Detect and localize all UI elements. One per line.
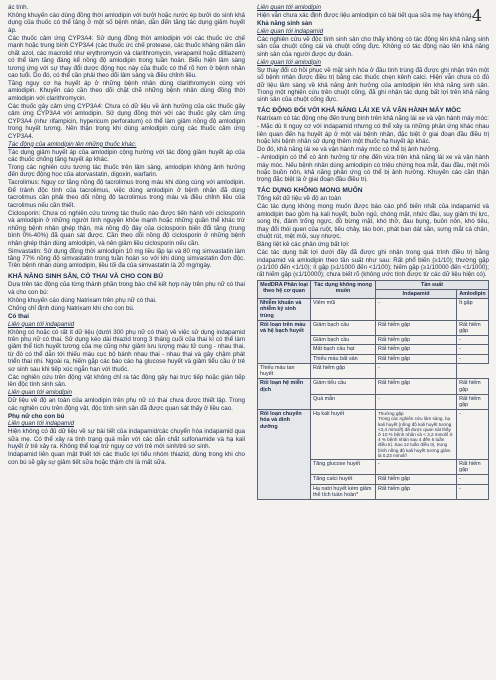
right-column [257, 4, 489, 500]
paragraph: Do đó, khả năng lái xe và vận hành máy móc có thể bị ảnh hưởng. [257, 146, 440, 154]
amlodipin-cell: Rất hiếm gặp [457, 459, 489, 474]
paragraph: Tăng nguy cơ hạ huyết áp ở những bệnh nhân dùng clarithromycin cùng với amlodipin. Khuyến cáo cần theo dõi chặt chẽ những bệnh nhân dùng đồng thời amlodipin với clarithromycin. [8, 80, 245, 102]
effect-cell: Thiếu máu tan huyết [258, 363, 311, 378]
effect-cell: Viêm mũi [311, 299, 376, 321]
paragraph: Trong các nghiên cứu tương tác thuốc trên lâm sàng, amlodipin không ảnh hưởng đến dược động học của atorvastatin, digoxin, warfarin. [8, 164, 245, 179]
effect-cell: Hạ kali huyết [311, 410, 376, 460]
paragraph: Tổng kết dữ liệu về độ an toàn [257, 195, 341, 203]
paragraph: Liên quan tới amlodipin [257, 58, 321, 66]
soc-cell: Rối loạn trên máu và hệ bạch huyết [258, 320, 311, 363]
paragraph: Khả năng sinh sản [257, 19, 313, 27]
table-row [258, 299, 489, 321]
paragraph: Natrixam có tác động nhẹ đến trung bình trên khả năng lái xe và vận hành máy móc: [257, 115, 489, 123]
effect-cell: Tăng glucose huyết [311, 459, 376, 474]
paragraph: Liên quan tới indapamid [8, 320, 75, 328]
header-indapamid: Indapamid [376, 290, 457, 299]
amlodipin-cell: - [457, 410, 489, 460]
paragraph: Các thuốc cảm ứng CYP3A4: Sử dụng đồng thời amlodipin với các thuốc ức chế mạnh hoặc trung bình CYP3A4 (các thuốc ức chế protease, các thuốc kháng nấm dẫn chất azol, các macrolid như erythromycin và clarithromycin, verapamil hoặc diltiazem) có thể làm tăng đáng kể nồng độ amlodipin trong tuần hoàn. Biểu hiện lâm sàng tương ứng với sự thay đổi dược động học này của thuốc có thể rõ hơn ở bệnh nhân cao tuổi. Do đó, có thể cần phải theo dõi lâm sàng và điều chỉnh liều. [8, 34, 245, 80]
paragraph: Liên quan tới amlodipin [257, 4, 321, 11]
paragraph: Các nghiên cứu trên động vật không chỉ ra tác động gây hại trực tiếp hoặc gián tiếp lên độc tính sinh sản. [8, 373, 245, 389]
paragraph: Liên quan tới indapamid [8, 420, 75, 428]
paragraph: Tác dụng giảm huyết áp của amlodipin cộng hưởng với tác động giảm huyết áp của các thuốc chống tăng huyết áp khác. [8, 148, 245, 164]
paragraph: Indapamid liên quan mật thiết tới các thuốc lợi tiểu nhóm thiazid, dùng trong khi cho con bú sẽ gây sự giảm tiết sữa hoặc thậm chí là mất sữa. [8, 451, 245, 466]
effect-cell: Giảm bạch cầu [311, 336, 376, 345]
indapamid-cell: Rất hiếm gặp [311, 363, 376, 378]
indapamid-cell: Rất hiếm gặp [376, 475, 457, 484]
paragraph: Liên quan tới amlodipin [8, 389, 72, 397]
paragraph: Bảng liệt kê các phản ứng bất lợi: [257, 241, 350, 249]
paragraph: Liên quan tới indapamid [257, 27, 324, 35]
paragraph: - Amlodipin có thể có ảnh hưởng từ nhẹ đến vừa trên khả năng lái xe và vận hành máy móc. Nếu bệnh nhân dùng amlodipin có triệu chứng hoa mắt, đau đầu, mệt mỏi hoặc buồn nôn, khả năng phản ứng có thể bị ảnh hưởng. Khuyến cáo cần thận trọng đặc biệt là ở giai đoạn đầu điều trị. [257, 154, 489, 184]
effect-cell: Giảm bạch cầu [311, 320, 376, 335]
table-row [258, 320, 489, 335]
paragraph: Simvastatin: Sử dụng đồng thời amlodipin 10 mg liều lặp lại và 80 mg simvastatin làm tăng 77% nồng độ simvastatin trong tuần hoàn so với khi dùng simvastatin đơn độc. Trên bệnh nhân dùng amlodipin, liều tối đa của simvastatin là 20 mg/ngày. [8, 247, 245, 270]
header-soc: MedDRA Phân loại theo hệ cơ quan [258, 280, 311, 298]
soc-cell: Rối loạn chuyển hóa và dinh dưỡng [258, 410, 311, 500]
header-amlodipin: Amlodipin [457, 290, 489, 299]
paragraph: Các tác dụng không mong muốn được báo cáo phổ biến nhất của indapamid và amlodipin bao gồm hạ kali huyết, buồn ngủ, chóng mặt, nhức đầu, suy giảm thị lực, song thị, đánh trống ngực, đỏ bừng mặt, khó thở, đau bụng, buồn nôn, khó tiêu, thay đổi thói quen của ruột, tiêu chảy, táo bón, phát ban dát sần, sưng mắt cá chân, chuột rút, mệt mỏi, suy nhược. [257, 203, 489, 241]
indapamid-cell: - [376, 299, 457, 321]
indapamid-cell: - [376, 394, 457, 409]
effect-cell: Hạ natri huyết kèm giảm thể tích tuần hoàn* [311, 484, 376, 499]
soc-cell: Rối loạn hệ miễn dịch [258, 379, 311, 410]
amlodipin-cell: - [457, 484, 489, 499]
paragraph: Hiện vẫn chưa xác định được liệu amlodipin có bài tiết qua sữa mẹ hay không. [257, 11, 473, 19]
indapamid-cell: Rất hiếm gặp [376, 320, 457, 335]
table-row [258, 410, 489, 460]
paragraph: TÁC DỤNG KHÔNG MONG MUỐN [257, 186, 363, 194]
effect-cell: Quá mẫn [311, 394, 376, 409]
header-effects: Tác dụng không mong muốn [311, 280, 376, 298]
paragraph: Tác động của amlodipin lên những thuốc khác: [8, 140, 137, 148]
amlodipin-cell: Ít gặp [457, 299, 489, 321]
amlodipin-cell: - [457, 345, 489, 354]
header-frequency: Tần suất [376, 280, 489, 289]
paragraph: Các thuốc gây cảm ứng CYP3A4: Chưa có dữ liệu về ảnh hưởng của các thuốc gây cảm ứng CYP3A4 với amlodipin. Sử dụng đồng thời với các thuốc gây cảm ứng CYP3A4 (như rifampicin, hypericum perforatum) có thể làm giảm nồng độ amlodipin trong huyết tương. Nên thận trọng khi dùng amlodipin cùng các thuốc cảm ứng CYP3A4. [8, 102, 245, 140]
effect-cell: Thiếu máu bất sản [311, 354, 376, 363]
paragraph: TÁC ĐỘNG ĐỐI VỚI KHẢ NĂNG LÁI XE VÀ VẬN HÀNH MÁY MÓC [257, 106, 462, 114]
paragraph: Dữ liệu về độ an toàn của amlodipin trên phụ nữ có thai chưa được thiết lập. Trong các nghiên cứu trên động vật, độc tính sinh sản đã được quan sát thấy ở liều cao. [8, 397, 245, 412]
table-row [258, 379, 489, 394]
indapamid-cell: Thường gặp Trong các nghiên cứu lâm sàng, hạ kali huyết (nồng độ kali huyết tương <3,4 mmol/l) đã được quan sát thấy ở 10 % bệnh nhân và < 3,2 mmol/l ở 4 % bệnh nhân sau 4 đến 6 tuần điều trị. Sau 12 tuần điều trị, trung bình nồng độ kali huyết tương giảm là 0,23 mmol/l [376, 410, 457, 460]
indapamid-cell: Rất hiếm gặp [376, 354, 457, 363]
table-row [258, 363, 489, 378]
indapamid-cell: Rất hiếm gặp [376, 336, 457, 345]
amlodipin-cell: - [457, 336, 489, 345]
paragraph: Có thai [8, 312, 29, 320]
effect-cell: Giảm tiểu cầu [311, 379, 376, 394]
paragraph: KHẢ NĂNG SINH SẢN, CÓ THAI VÀ CHO CON BÚ [8, 272, 163, 280]
adverse-effects-table [257, 280, 489, 500]
paragraph: Các nghiên cứu về độc tính sinh sản cho thấy không có tác động lên khả năng sinh sản của chuột cống cái và chuột cống đực. Không có tác động nào lên khả năng sinh sản của người được dự đoán. [257, 35, 489, 58]
paragraph: Không có hoặc có rất ít dữ liệu (dưới 300 phụ nữ có thai) về việc sử dụng indapamid trên phụ nữ có thai. Sử dụng kéo dài thiazid trong 3 tháng cuối của thai kì có thể làm giảm thể tích huyết tương của mẹ cũng như giảm lưu lượng máu tử cung - nhau thai, từ đó có thể dẫn tới thiếu máu cục bộ bánh nhau thai - nhau thai và gây chậm phát triển thai nhi. Ngoài ra, hiếm gặp các báo cáo hạ glucose huyết và giảm tiểu cầu ở trẻ sơ sinh sau khi tiếp xúc ngắn hạn với thuốc. [8, 328, 245, 373]
amlodipin-cell: Rất hiếm gặp [457, 394, 489, 409]
indapamid-cell: - [376, 459, 457, 474]
paragraph: Sự thay đổi có hồi phục về mặt sinh hóa ở đầu tinh trùng đã được ghi nhận trên một số bệnh nhân được điều trị bằng các thuốc chẹn kênh calci. Hiện vẫn chưa có đủ dữ liệu lâm sàng về khả năng ảnh hưởng của amlodipin lên khả năng sinh sản. Trong một nghiên cứu trên chuột cống, đã ghi nhận tác dụng bất lợi trên khả năng sinh sản của chuột cống đực. [257, 66, 489, 104]
indapamid-cell: Rất hiếm gặp [376, 345, 457, 354]
paragraph: Không khuyến cáo dùng đồng thời amlodipin với bưởi hoặc nước ép bưởi do sinh khả dụng của thuốc có thể tăng ở một số bệnh nhân, dẫn đến tăng tác dụng giảm huyết áp. [8, 11, 245, 34]
effect-cell: Mất bạch cầu hạt [311, 345, 376, 354]
amlodipin-cell: Rất hiếm gặp [457, 320, 489, 335]
paragraph: - Mặc dù ít nguy cơ với indapamid nhưng có thể xảy ra những phản ứng khác nhau liên quan đến hạ huyết áp ở một vài bệnh nhân, đặc biệt ở giai đoạn đầu điều trị hoặc khi bệnh nhân sử dụng thêm một thuốc hạ huyết áp khác. [257, 123, 489, 146]
left-column [8, 4, 245, 467]
page-number: 4 [471, 6, 482, 25]
paragraph: Hiện không có đủ dữ liệu về sự bài tiết của indapamid/các chuyển hóa indapamid qua sữa mẹ. Có thể xảy ra tình trạng quá mẫn với các dẫn chất sulfonamide và hạ kali huyết ở trẻ xảy ra. Không thể loại trừ nguy cơ với trẻ mới sinh/trẻ sơ sinh. [8, 428, 245, 451]
paragraph: Các tác dụng bất lợi dưới đây đã được ghi nhận trong quá trình điều trị bằng indapamid và amlodipin theo tần suất như sau: Rất phổ biến (≥1/10); thường gặp (≥1/100 đến <1/10); ít gặp (≥1/1000 đến <1/100); hiếm gặp (≥1/10000 đến <1/1000); rất hiếm gặp (≤1/10000); chưa biết rõ (không ước tính được từ các dữ liệu hiện có). [257, 249, 489, 279]
paragraph: Không khuyến cáo dùng Natrixam trên phụ nữ có thai. [8, 296, 157, 304]
soc-cell: Nhiễm khuẩn và nhiễm ký sinh trùng [258, 299, 311, 321]
amlodipin-cell: Rất hiếm gặp [457, 379, 489, 394]
amlodipin-cell: - [457, 475, 489, 484]
paragraph: Dựa trên tác động của từng thành phần trong bào chế kết hợp này trên phụ nữ có thai và cho con bú: [8, 281, 245, 296]
paragraph: Phụ nữ cho con bú [8, 412, 65, 420]
paragraph: ác tính. [8, 4, 29, 11]
amlodipin-cell: - [376, 363, 457, 378]
indapamid-cell: Rất hiếm gặp [376, 484, 457, 499]
effect-cell: Tăng calci huyết [311, 475, 376, 484]
indapamid-cell: Rất hiếm gặp [376, 379, 457, 394]
amlodipin-cell: - [457, 354, 489, 363]
paragraph: Tacrolimus: Nguy cơ tăng nồng độ tacrolimus trong máu khi dùng cùng với amlodipin. Để tránh độc tính của tacrolimus, việc dùng amlodipin ở bệnh nhân đã dùng tacrolimus cần phải theo dõi nồng độ tacrolimus trong máu và điều chỉnh liều của tacrolimus nếu cần thiết. [8, 179, 245, 209]
right-paragraphs [257, 4, 489, 279]
paragraph: Ciclosporin: Chưa có nghiên cứu tương tác thuốc nào được tiến hành với ciclosporin và amlodipin ở những người tình nguyện khỏe mạnh hoặc những quần thể khác trừ những bệnh nhân ghép thận, mà nồng độ đáy của ciclosporin biến đổi tăng (trung bình 0%-40%) đã quan sát được. Cần theo dõi nồng độ ciclosporin ở những bệnh nhân ghép thận dùng amlodipin, và nên giảm liều ciclosporin nếu cần. [8, 209, 245, 247]
paragraph: Chống chỉ định dùng Natrixam khi cho con bú. [8, 304, 135, 312]
